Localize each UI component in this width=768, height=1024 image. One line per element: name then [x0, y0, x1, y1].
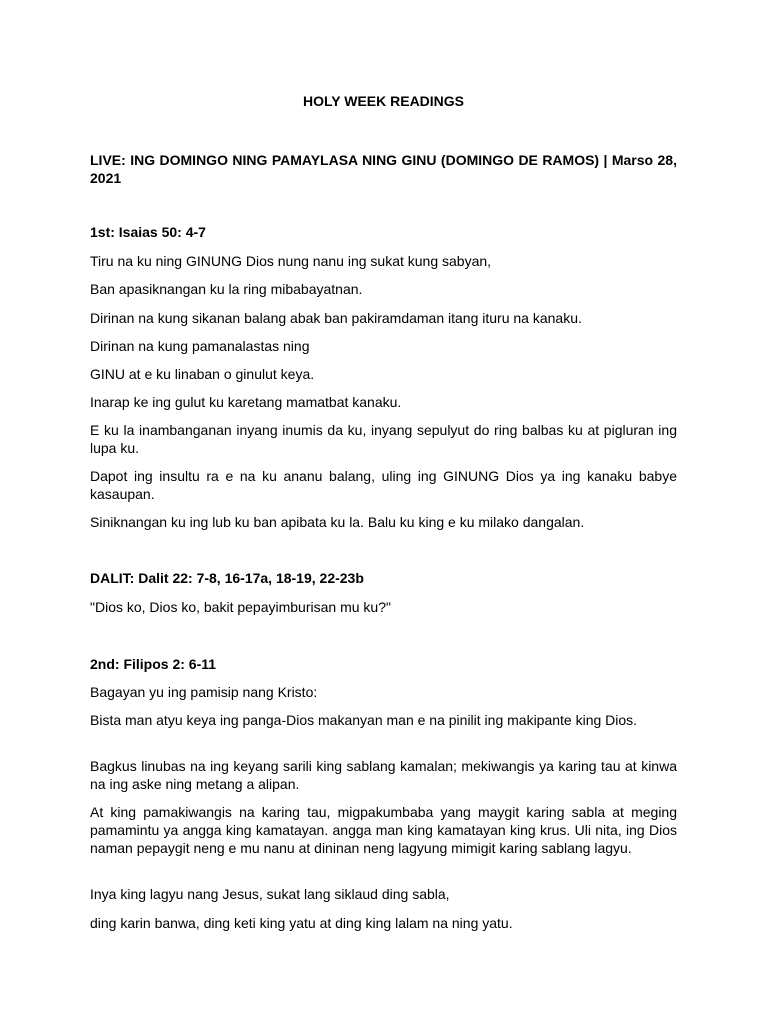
first-reading-line: Ban apasiknangan ku la ring mibabayatnan.: [90, 281, 363, 297]
first-reading-line: Dirinan na kung sikanan balang abak ban pakiramdaman itang ituru na kanaku.: [90, 310, 582, 326]
first-reading-line: Tiru na ku ning GINUNG Dios nung nanu ing sukat kung sabyan,: [90, 253, 492, 269]
first-reading-line: E ku la inambanganan inyang inumis da ku, inyang sepulyut do ring balbas ku at pigluran ing lupa ku.: [90, 422, 677, 456]
first-reading-line: Siniknangan ku ing lub ku ban apibata ku la. Balu ku king e ku milako dangalan.: [90, 514, 585, 530]
second-reading-line: Bagayan yu ing pamisip nang Kristo:: [90, 684, 318, 700]
first-reading-line: Inarap ke ing gulut ku karetang mamatbat kanaku.: [90, 394, 402, 410]
first-reading-line: Dirinan na kung pamanalastas ning: [90, 338, 310, 354]
psalm-heading: DALIT: Dalit 22: 7-8, 16-17a, 18-19, 22-23b: [90, 570, 364, 586]
first-reading-heading: 1st: Isaias 50: 4-7: [90, 224, 206, 240]
document-page: [90, 0, 677, 1024]
second-reading-heading: 2nd: Filipos 2: 6-11: [90, 656, 217, 672]
second-reading-line: Bista man atyu keya ing panga-Dios makanyan man e na pinilit ing makipante king Dios.: [90, 712, 638, 728]
second-reading-line: At king pamakiwangis na karing tau, migpakumbaba yang maygit karing sabla at meging pamamintu ya angga king kamatayan. angga man king kamatayan king krus. Uli nita, ing Dios naman pepaygit neng e mu nanu at dininan neng lagyung mimigit karing sablang lagyu.: [90, 804, 677, 856]
second-reading-line: Bagkus linubas na ing keyang sarili king sablang kamalan; mekiwangis ya karing tau at kinwa na ing aske ning metang a alipan.: [90, 758, 677, 792]
event-heading: LIVE: ING DOMINGO NING PAMAYLASA NING GINU (DOMINGO DE RAMOS) | Marso 28, 2021: [90, 152, 677, 186]
second-reading-line: ding karin banwa, ding keti king yatu at ding king lalam na ning yatu.: [90, 915, 513, 931]
psalm-response: "Dios ko, Dios ko, bakit pepayimburisan mu ku?": [90, 599, 391, 615]
first-reading-line: Dapot ing insultu ra e na ku ananu balang, uling ing GINUNG Dios ya ing kanaku babye kasaupan.: [90, 468, 677, 502]
second-reading-line: Inya king lagyu nang Jesus, sukat lang siklaud ding sabla,: [90, 886, 450, 902]
document-title: HOLY WEEK READINGS: [302, 93, 465, 109]
first-reading-line: GINU at e ku linaban o ginulut keya.: [90, 366, 315, 382]
